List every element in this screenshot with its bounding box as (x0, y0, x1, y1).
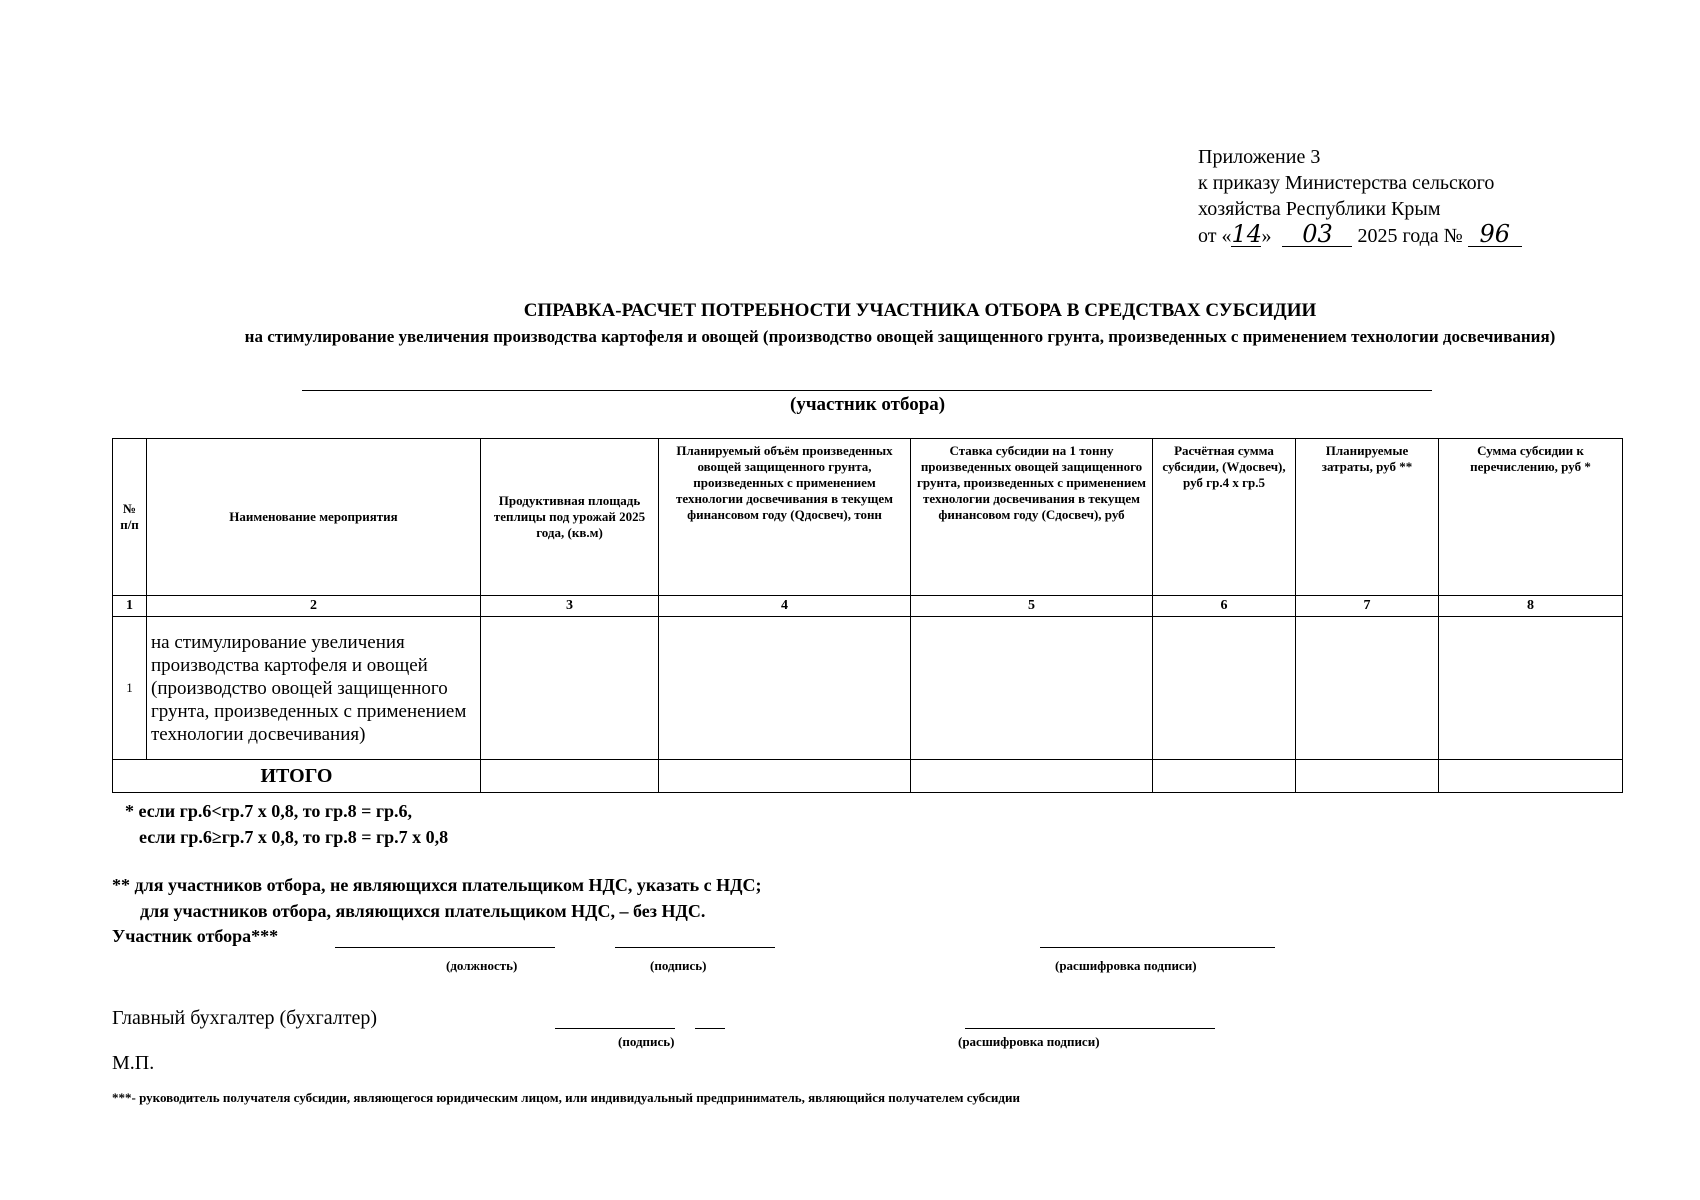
decoding-caption: (расшифровка подписи) (1055, 958, 1197, 973)
col-number: 2 (147, 596, 481, 617)
accountant-decoding-caption: (расшифровка подписи) (958, 1034, 1100, 1049)
header-num: № п/п (113, 439, 147, 596)
header-transfer-sum: Сумма субсидии к перечислению, руб * (1439, 439, 1623, 596)
header-volume: Планируемый объём произведенных овощей защищенного грунта, произведенных с применением технологии досвечивания в текущем финансовом году (Qдосвеч), тонн (659, 439, 911, 596)
header-rate: Ставка субсидии на 1 тонну произведенных овощей защищенного грунта, произведенных с применением технологии досвечивания в текущем финансовом году (Cдосвеч), руб (911, 439, 1153, 596)
date-prefix: от « (1198, 225, 1232, 247)
header-calc-sum: Расчётная сумма субсидии, (Wдосвеч), руб гр.4 х гр.5 (1153, 439, 1296, 596)
col-number: 6 (1153, 596, 1296, 617)
total-label: ИТОГО (113, 760, 481, 793)
cell-area (481, 617, 659, 760)
column-number-row (113, 596, 1623, 617)
footnote: ***- руководитель получателя субсидии, являющегося юридическим лицом, или индивидуальный предприниматель, являющийся получателем субсидии (112, 1090, 1020, 1105)
total-cell (1296, 760, 1439, 793)
total-cell (911, 760, 1153, 793)
participant-label: (участник отбора) (790, 394, 946, 415)
note-line: ** для участников отбора, не являющихся плательщиком НДС, указать с НДС; (112, 875, 762, 895)
cell-rate (911, 617, 1153, 760)
accountant-decoding-line (965, 1028, 1215, 1029)
col-number: 4 (659, 596, 911, 617)
document-subtitle: на стимулирование увеличения производства картофеля и овощей (производство овощей защищенного грунта, произведенных с применением технологии досвечивания) (244, 327, 1556, 346)
document-title: СПРАВКА-РАСЧЕТ ПОТРЕБНОСТИ УЧАСТНИКА ОТБОРА В СРЕДСТВАХ СУБСИДИИ (523, 300, 1317, 321)
date-year: 2025 года № (1357, 225, 1463, 247)
appendix-line-1: Приложение 3 (1198, 146, 1321, 168)
total-cell (481, 760, 659, 793)
header-area: Продуктивная площадь теплицы под урожай 2025 года, (кв.м) (481, 439, 659, 596)
decoding-line (1040, 947, 1275, 948)
col-number: 8 (1439, 596, 1623, 617)
cell-volume (659, 617, 911, 760)
position-caption: (должность) (446, 958, 518, 973)
appendix-date-line (1198, 222, 1522, 249)
accountant-signature-caption: (подпись) (618, 1034, 675, 1049)
header-costs: Планируемые затраты, руб ** (1296, 439, 1439, 596)
note-double-star (112, 872, 761, 924)
note-line: если гр.6≥гр.7 х 0,8, то гр.8 = гр.7 х 0,8 (139, 827, 449, 847)
appendix-line-3: хозяйства Республики Крым (1198, 198, 1441, 220)
col-number: 5 (911, 596, 1153, 617)
participant-line (302, 390, 1432, 391)
signature-line (615, 947, 775, 948)
participant-signature-label: Участник отбора*** (112, 926, 279, 946)
total-row (113, 760, 1623, 793)
col-number: 3 (481, 596, 659, 617)
table-row (113, 617, 1623, 760)
header-name: Наименование мероприятия (147, 439, 481, 596)
stamp-label: М.П. (112, 1052, 155, 1074)
accountant-signature-line-short (695, 1028, 725, 1029)
row-name: на стимулирование увеличения производства картофеля и овощей (производство овощей защищенного грунта, произведенных с применением технологии досвечивания) (147, 617, 481, 760)
subsidy-table (112, 438, 1623, 793)
order-number: 96 (1468, 222, 1522, 247)
cell-transfer-sum (1439, 617, 1623, 760)
appendix-line-2: к приказу Министерства сельского (1198, 172, 1495, 194)
position-line (335, 947, 555, 948)
note-single-star (125, 798, 448, 850)
accountant-label: Главный бухгалтер (бухгалтер) (112, 1007, 378, 1029)
header-row (113, 439, 1623, 596)
signature-caption: (подпись) (650, 958, 707, 973)
col-number: 1 (113, 596, 147, 617)
date-month: 03 (1282, 222, 1352, 247)
total-cell (1153, 760, 1296, 793)
date-day-suffix: » (1261, 225, 1272, 247)
row-number: 1 (113, 617, 147, 760)
total-cell (1439, 760, 1623, 793)
note-line: * если гр.6<гр.7 х 0,8, то гр.8 = гр.6, (125, 801, 413, 821)
date-day: 14 (1231, 220, 1263, 248)
cell-calc-sum (1153, 617, 1296, 760)
note-line: для участников отбора, являющихся плательщиком НДС, – без НДС. (140, 901, 706, 921)
cell-costs (1296, 617, 1439, 760)
accountant-signature-line (555, 1028, 675, 1029)
appendix-block (1198, 144, 1522, 249)
total-cell (659, 760, 911, 793)
col-number: 7 (1296, 596, 1439, 617)
